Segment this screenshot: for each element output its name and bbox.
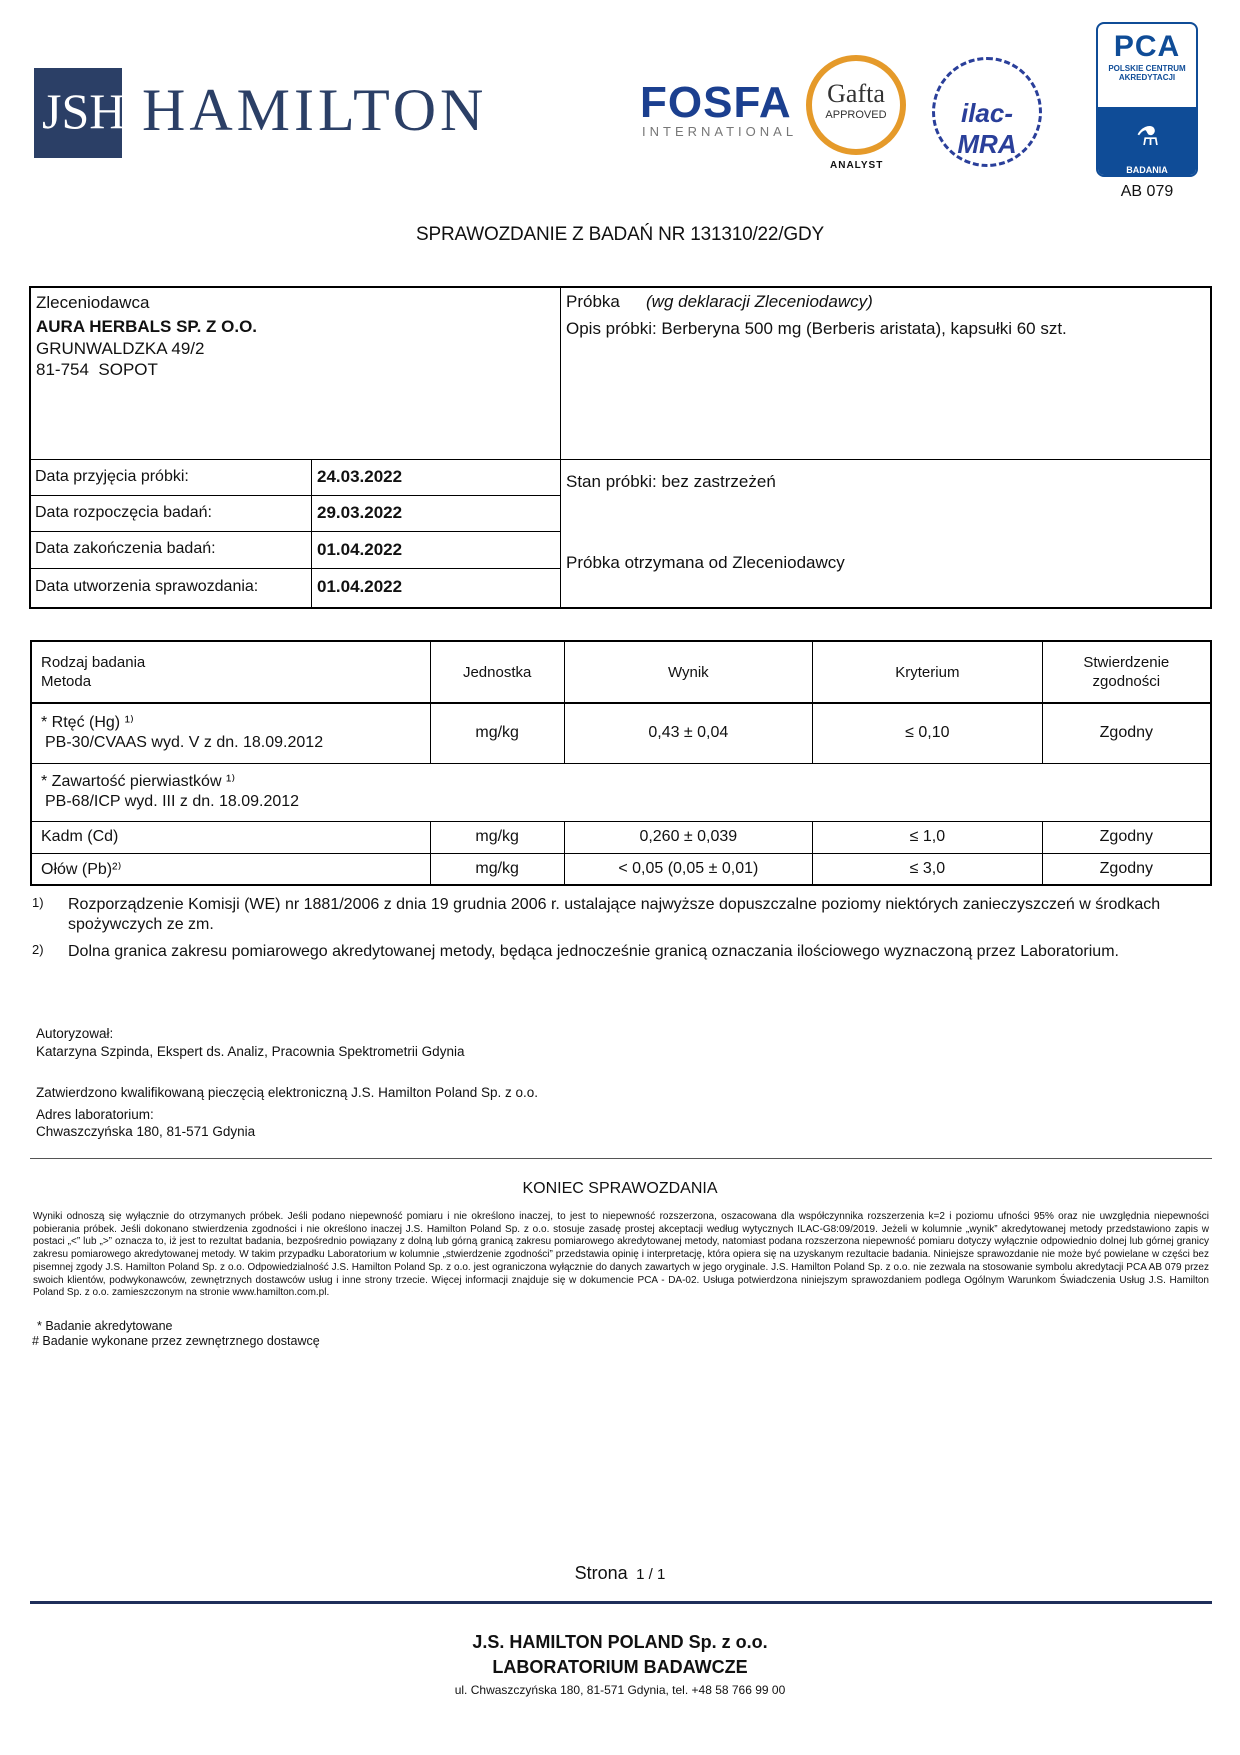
row-elements-method: PB-68/ICP wyd. III z dn. 18.09.2012 [45, 793, 300, 810]
header-criterion: Kryterium [813, 641, 1043, 703]
row-pb-name: Ołów (Pb)²⁾ [31, 853, 430, 885]
page-number: 1 / 1 [636, 1566, 666, 1583]
note-1-mark: 1) [32, 895, 44, 910]
row-hg-conformity: Zgodny [1042, 703, 1211, 763]
pca-logo-sub1: POLSKIE CENTRUM [1108, 64, 1186, 73]
note-2 [32, 942, 1212, 962]
report-title: SPRAWOZDANIE Z BADAŃ NR 131310/22/GDY [416, 224, 824, 245]
table-row [31, 763, 1211, 821]
client-city: 81-754 SOPOT [36, 360, 158, 379]
sample-description: Opis próbki: Berberyna 500 mg (Berberis aristata), kapsułki 60 szt. [566, 319, 1067, 338]
footer-lab: LABORATORIUM BADAWCZE [492, 1657, 748, 1677]
row-pb-result: < 0,05 (0,05 ± 0,01) [564, 853, 812, 885]
header-conformity-line2: zgodności [1092, 673, 1161, 690]
page-label: Strona [574, 1563, 628, 1583]
row-elements-title: * Zawartość pierwiastków ¹⁾ [41, 773, 236, 790]
table-row [31, 853, 1211, 885]
sample-state: Stan próbki: bez zastrzeżeń [566, 472, 776, 491]
pca-logo-name: PCA [1113, 30, 1181, 63]
sample-received-from: Próbka otrzymana od Zleceniodawcy [566, 553, 845, 572]
legend-external: # Badanie wykonane przez zewnętrznego dostawcę [32, 1334, 320, 1348]
header-conformity-line1: Stwierdzenie [1083, 654, 1170, 671]
row-pb-unit: mg/kg [430, 853, 564, 885]
header-type: Rodzaj badania [41, 654, 146, 671]
pca-logo-badania: BADANIA [1126, 165, 1168, 175]
client-label: Zleceniodawca [36, 293, 150, 312]
footer-address: ul. Chwaszczyńska 180, 81-571 Gdynia, tel. +48 58 766 99 00 [454, 1683, 786, 1697]
footer-company: J.S. HAMILTON POLAND Sp. z o.o. [472, 1632, 768, 1652]
row-cd-name: Kadm (Cd) [31, 821, 430, 853]
end-of-report-title: KONIEC SPRAWOZDANIA [522, 1180, 718, 1197]
legend-accredited: * Badanie akredytowane [37, 1319, 173, 1333]
row-hg-criterion: ≤ 0,10 [813, 703, 1043, 763]
date-started-value: 29.03.2022 [317, 503, 403, 522]
authorized-label: Autoryzował: [36, 1026, 114, 1041]
gafta-logo-name: Gafta [827, 79, 885, 108]
electronic-seal-note: Zatwierdzono kwalifikowaną pieczęcią elektroniczną J.S. Hamilton Poland Sp. z o.o. [36, 1085, 538, 1100]
dates-row-divider-2 [30, 531, 560, 532]
table-header-row [31, 641, 1211, 703]
disclaimer: Wyniki odnoszą się wyłącznie do otrzymanych próbek. Jeśli podano niepewność pomiaru i nie określono inaczej, to jest to niepewność rozszerzona, oszacowana dla współczynnika rozszerzenia k=2 i poziomu ufności 95% oraz nie uwzględnia niepewności pobierania próbek. Jeśli dokonano stwierdzenia zgodności i nie określono inaczej J.S. Hamilton Poland Sp. z o.o. stosuje zasadę prostej akceptacji według wytycznych ILAC-G8:09/2019. Jeżeli w kolumnie „wynik” akredytowanej metody przedstawiono zapis w postaci „<” lub „>” oznacza to, iż jest to rezultat badania, bezpośrednio powiązany z dolną lub górną granicą zakresu pomiarowego akredytowanej metody, natomiast podana rozszerzona niepewność pomiaru dotyczy wyłącznie odpowiednio dolnej lub górnej granicy zakresu pomiarowego akredytowanej metody. W takim przypadku Laboratorium w kolumnie „stwierdzenie zgodności” przedstawia opinię i interpretację, która opiera się na uzyskanym rezultacie badania. Niniejsze sprawozdanie nie może być powielane w części bez pisemnej zgody J.S. Hamilton Poland Sp. z o.o. Odpowiedzialność J.S. Hamilton Poland Sp. z o.o. jest ograniczona wyłącznie do danych zawartych w jego oryginale. J.S. Hamilton Poland Sp. z o.o. nie zezwala na stosowanie symbolu akredytacji PCA AB 079 przez swoich klientów, podwykonawców, zewnętrznych dostawców usług i inne strony trzecie. Więcej informacji znajduje się w dokumencie PCA - DA-02. Usługa potwierdzona niniejszym sprawozdaniem podlega Ogólnym Warunkom Świadczenia Usług J.S. Hamilton Poland Sp. z o.o. zamieszczonym na stronie www.hamilton.com.pl. [33, 1211, 1209, 1299]
sample-declaration: (wg deklaracji Zleceniodawcy) [646, 292, 873, 311]
row-hg-name [31, 703, 430, 763]
row-cd-criterion: ≤ 1,0 [813, 821, 1043, 853]
row-pb-criterion: ≤ 3,0 [813, 853, 1043, 885]
pca-logo [1096, 22, 1198, 177]
header-unit: Jednostka [430, 641, 564, 703]
row-cd-unit: mg/kg [430, 821, 564, 853]
date-finished-label: Data zakończenia badań: [35, 540, 216, 557]
hamilton-logo-text: HAMILTON [142, 77, 488, 143]
date-received-label: Data przyjęcia próbki: [35, 468, 189, 485]
gafta-analyst-label: ANALYST [830, 160, 884, 171]
results-table [30, 640, 1212, 886]
table-row [31, 821, 1211, 853]
hamilton-logo-mark: JSH [34, 68, 122, 158]
row-hg-method: PB-30/CVAAS wyd. V z dn. 18.09.2012 [45, 734, 324, 752]
dates-row-divider-3 [30, 568, 560, 569]
client-street: GRUNWALDZKA 49/2 [36, 339, 205, 358]
row-hg-title: * Rtęć (Hg) ¹⁾ [41, 714, 134, 732]
note-1 [32, 895, 1182, 935]
note-2-mark: 2) [32, 942, 44, 957]
client-name: AURA HERBALS SP. Z O.O. [36, 317, 258, 336]
row-hg-result: 0,43 ± 0,04 [564, 703, 812, 763]
flask-icon: ⚗ [1136, 121, 1160, 151]
table-row [31, 703, 1211, 763]
dates-column-divider [311, 459, 312, 608]
sample-label: Próbka [566, 292, 620, 311]
authorized-person: Katarzyna Szpinda, Ekspert ds. Analiz, Pracownia Spektrometrii Gdynia [36, 1044, 465, 1059]
date-report-value: 01.04.2022 [317, 577, 403, 596]
header-method: Metoda [41, 673, 92, 690]
note-1-text: Rozporządzenie Komisji (WE) nr 1881/2006 z dnia 19 grudnia 2006 r. ustalające najwyższe dopuszczalne poziomy niektórych zanieczyszczeń w środkach spożywczych ze zm. [68, 896, 1161, 933]
row-cd-conformity: Zgodny [1042, 821, 1211, 853]
header-type-method [31, 641, 430, 703]
fosfa-logo: FOSFA [640, 78, 792, 127]
date-finished-value: 01.04.2022 [317, 540, 403, 559]
pca-logo-sub2: AKREDYTACJI [1118, 73, 1176, 82]
accreditation-code: AB 079 [1120, 183, 1174, 200]
date-received-value: 24.03.2022 [317, 467, 403, 486]
page-indicator [0, 1563, 1240, 1584]
lab-address-label: Adres laboratorium: [36, 1107, 154, 1122]
fosfa-logo-subtitle: INTERNATIONAL [642, 124, 798, 139]
footer-rule [30, 1601, 1212, 1604]
date-report-label: Data utworzenia sprawozdania: [35, 578, 259, 595]
box-horizontal-divider [30, 459, 1211, 460]
header-result: Wynik [564, 641, 812, 703]
gafta-logo-sub: APPROVED [825, 109, 887, 121]
row-elements [31, 763, 1211, 821]
end-divider [30, 1158, 1212, 1159]
note-2-text: Dolna granica zakresu pomiarowego akredytowanej metody, będąca jednocześnie granicą oznaczania ilościowego wyznaczoną przez Laboratorium. [68, 943, 1119, 960]
header-conformity [1042, 641, 1211, 703]
row-cd-result: 0,260 ± 0,039 [564, 821, 812, 853]
ilac-mra-logo: ilac-MRA [957, 98, 1017, 159]
gafta-logo [806, 55, 906, 155]
date-started-label: Data rozpoczęcia badań: [35, 504, 212, 521]
lab-address: Chwaszczyńska 180, 81-571 Gdynia [36, 1124, 256, 1139]
row-hg-unit: mg/kg [430, 703, 564, 763]
dates-row-divider-1 [30, 495, 560, 496]
box-vertical-divider [560, 287, 561, 608]
row-pb-conformity: Zgodny [1042, 853, 1211, 885]
